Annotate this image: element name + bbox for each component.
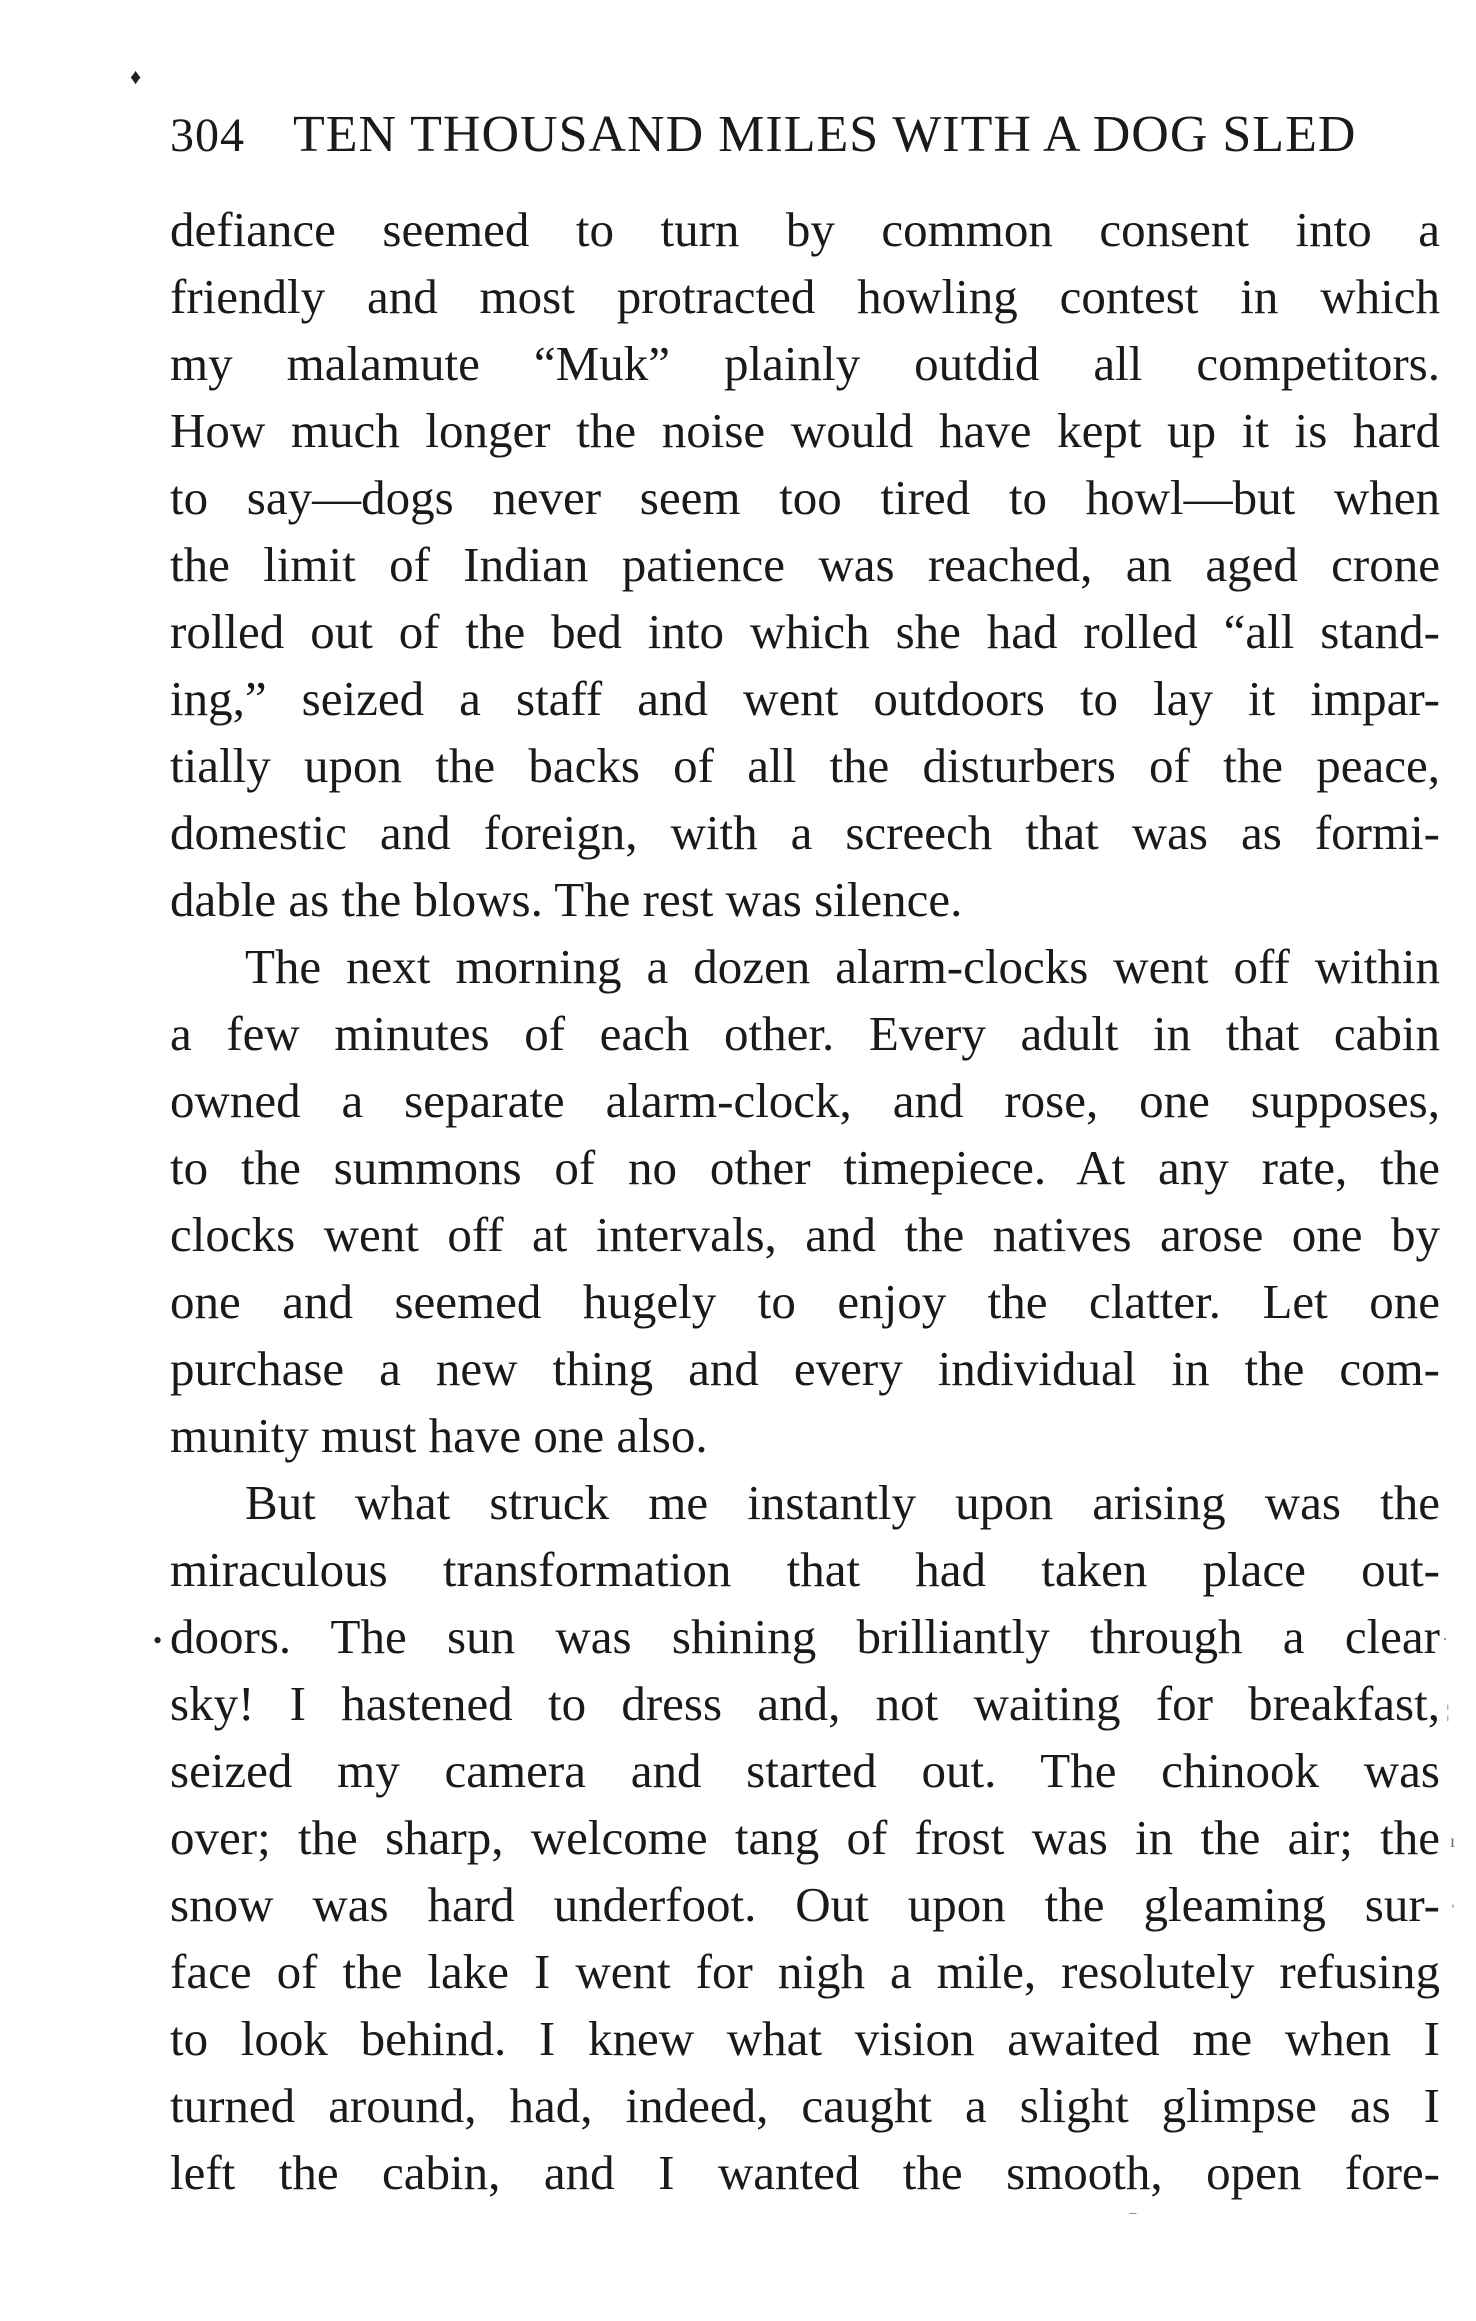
paragraph (170, 196, 1440, 933)
text-line: my malamute “Muk” plainly outdid all competitors. (170, 336, 1440, 391)
text-line: rolled out of the bed into which she had rolled “all stand- (170, 604, 1440, 659)
ink-mark: ♦ (130, 64, 142, 89)
text-line: a few minutes of each other. Every adult in that cabin (170, 1006, 1440, 1061)
text-line: But what struck me instantly upon arising was the (245, 1475, 1440, 1530)
body-text (170, 196, 1440, 2206)
ink-mark: · (1442, 1629, 1448, 1649)
text-line: over; the sharp, welcome tang of frost was in the air; the (170, 1810, 1440, 1865)
ink-mark: • (153, 1626, 163, 1655)
text-line: one and seemed hugely to enjoy the clatter. Let one (170, 1274, 1440, 1329)
paragraph (170, 933, 1440, 1469)
ink-mark: ‾ (1130, 2211, 1136, 2231)
text-line: tially upon the backs of all the disturbers of the peace, (170, 738, 1440, 793)
running-title: TEN THOUSAND MILES WITH A DOG SLED (293, 106, 1357, 163)
text-line: dable as the blows. The rest was silence. (170, 872, 963, 927)
page-number: 304 (170, 109, 245, 162)
text-line: to say—dogs never seem too tired to howl—but when (170, 470, 1440, 525)
text-line: The next morning a dozen alarm-clocks went off within (245, 939, 1440, 994)
text-line: miraculous transformation that had taken place out- (170, 1542, 1440, 1597)
text-line: clocks went off at intervals, and the natives arose one by (170, 1207, 1440, 1262)
text-line: to the summons of no other timepiece. At any rate, the (170, 1140, 1440, 1195)
text-line: the limit of Indian patience was reached, an aged crone (170, 537, 1440, 592)
text-line: friendly and most protracted howling contest in which (170, 269, 1440, 324)
ink-mark: ˈ (1450, 1901, 1456, 1921)
text-line: snow was hard underfoot. Out upon the gleaming sur- (170, 1877, 1440, 1932)
text-line: face of the lake I went for nigh a mile, resolutely refusing (170, 1944, 1440, 1999)
text-line: to look behind. I knew what vision awaited me when I (170, 2011, 1440, 2066)
text-line: sky! I hastened to dress and, not waiting for breakfast, (170, 1676, 1440, 1731)
text-line: turned around, had, indeed, caught a slight glimpse as I (170, 2078, 1440, 2133)
text-line: purchase a new thing and every individual in the com- (170, 1341, 1440, 1396)
ink-mark: ı (1450, 1831, 1456, 1851)
text-line: left the cabin, and I wanted the smooth, open fore- (170, 2145, 1440, 2200)
text-line: doors. The sun was shining brilliantly through a clear (170, 1609, 1440, 1664)
text-line: owned a separate alarm-clock, and rose, one supposes, (170, 1073, 1440, 1128)
text-line: seized my camera and started out. The chinook was (170, 1743, 1440, 1798)
text-line: defiance seemed to turn by common consent into a (170, 202, 1440, 257)
ink-mark: ¦ (1446, 1701, 1450, 1721)
text-line: How much longer the noise would have kept up it is hard (170, 403, 1440, 458)
text-line: ing,” seized a staff and went outdoors to lay it impar- (170, 671, 1440, 726)
text-line: domestic and foreign, with a screech that was as formi- (170, 805, 1440, 860)
running-header (170, 100, 1440, 170)
text-line: munity must have one also. (170, 1408, 708, 1463)
paragraph (170, 1469, 1440, 2206)
